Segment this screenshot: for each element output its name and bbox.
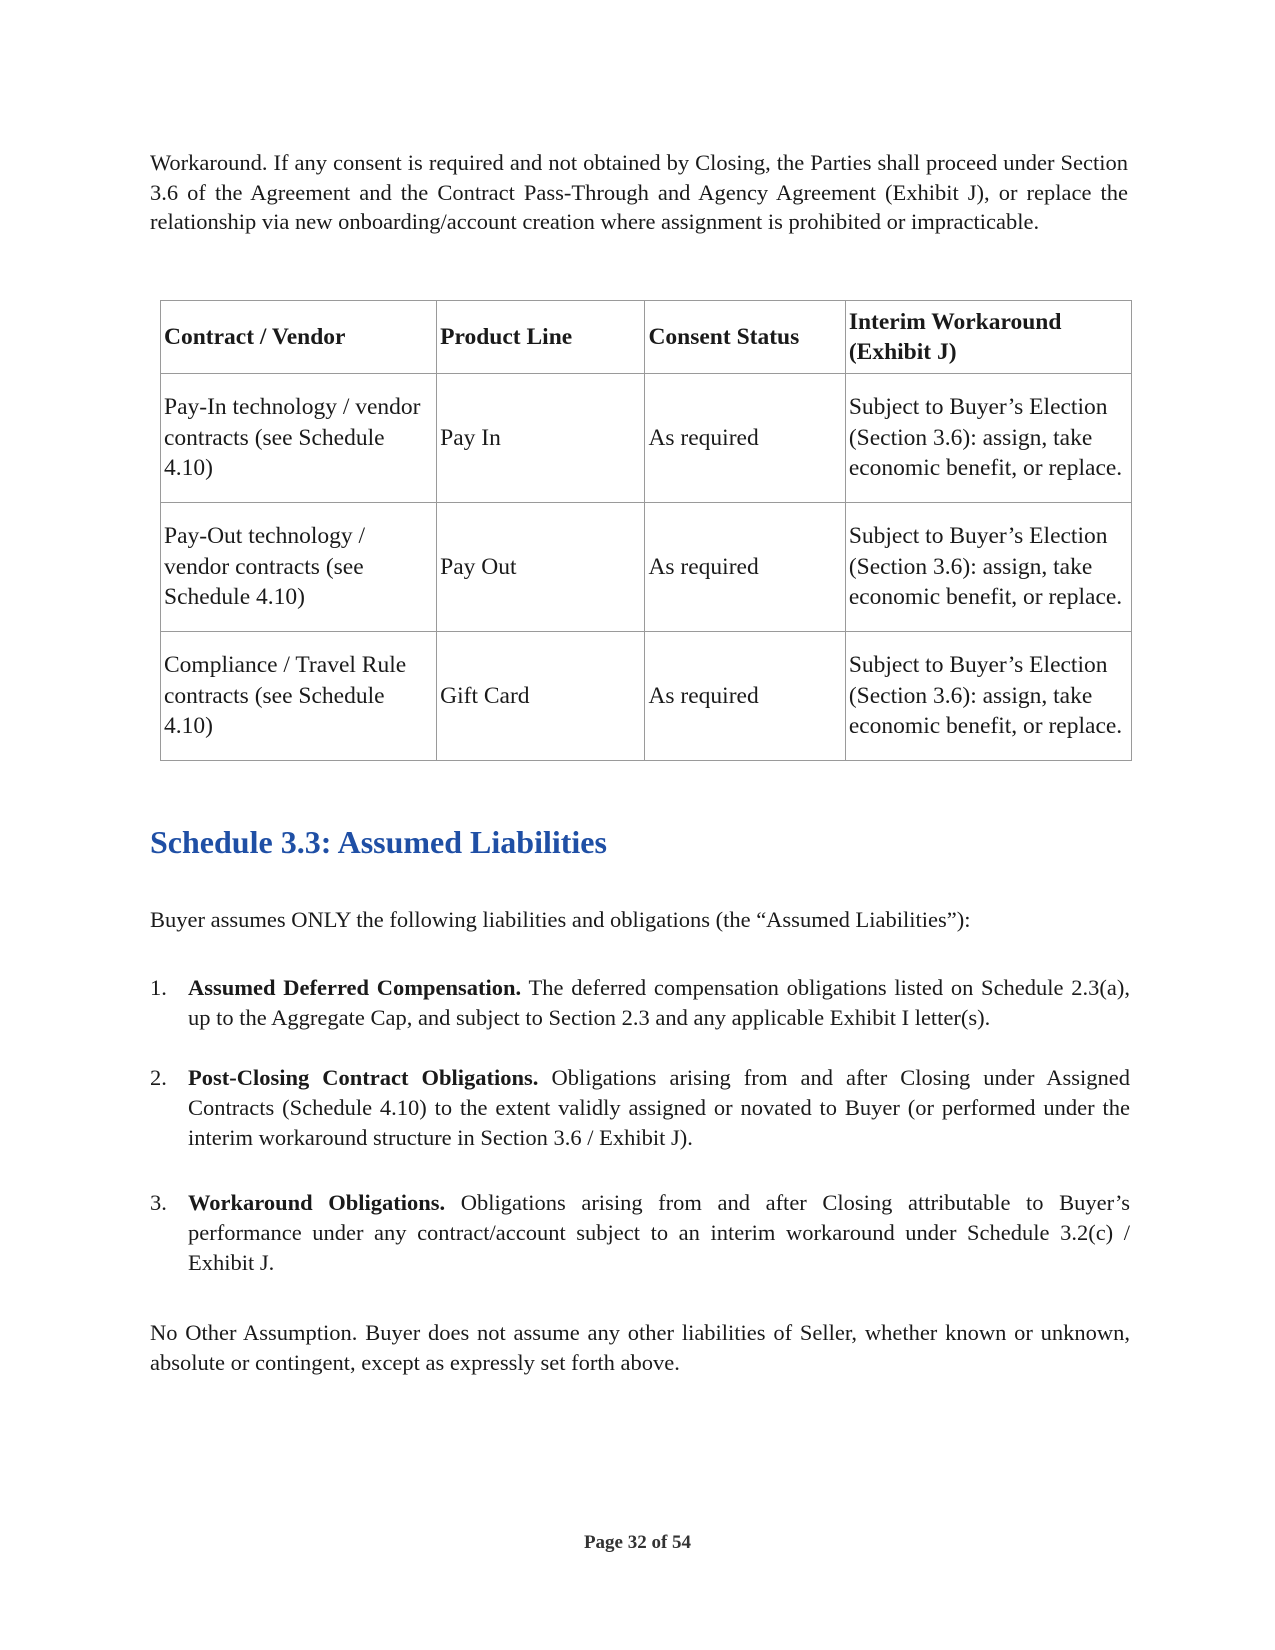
cell-product-line: Pay Out bbox=[437, 503, 645, 632]
cell-contract-vendor: Pay-Out technology / vendor contracts (see Schedule 4.10) bbox=[161, 503, 437, 632]
list-item-term: Post-Closing Contract Obligations. bbox=[188, 1065, 539, 1090]
header-interim-workaround: Interim Workaround (Exhibit J) bbox=[845, 301, 1131, 374]
page-number: Page 32 of 54 bbox=[583, 1532, 692, 1553]
header-consent-status: Consent Status bbox=[645, 301, 845, 374]
intro-block bbox=[150, 148, 1128, 237]
cell-consent-status: As required bbox=[645, 503, 845, 632]
section-heading: Schedule 3.3: Assumed Liabilities bbox=[150, 824, 607, 860]
consent-table bbox=[160, 300, 1132, 761]
table-row bbox=[161, 632, 1132, 761]
cell-contract-vendor: Compliance / Travel Rule contracts (see Schedule 4.10) bbox=[161, 632, 437, 761]
list-item-term: Workaround Obligations. bbox=[188, 1190, 446, 1215]
list-item-number: 1. bbox=[150, 975, 167, 1000]
table-header-row bbox=[161, 301, 1132, 374]
list-item-body bbox=[188, 973, 1130, 1033]
list-item bbox=[150, 1188, 1130, 1278]
list-item bbox=[150, 973, 1130, 1033]
closing-paragraph: No Other Assumption. Buyer does not assume any other liabilities of Seller, whether known or unknown, absolute or contingent, except as expressly set forth above. bbox=[150, 1320, 1130, 1375]
cell-interim-workaround: Subject to Buyer’s Election (Section 3.6): assign, take economic benefit, or replace. bbox=[845, 632, 1131, 761]
cell-product-line: Gift Card bbox=[437, 632, 645, 761]
table-row bbox=[161, 374, 1132, 503]
cell-product-line: Pay In bbox=[437, 374, 645, 503]
list-item-term: Assumed Deferred Compensation. bbox=[188, 975, 522, 1000]
cell-consent-status: As required bbox=[645, 374, 845, 503]
cell-consent-status: As required bbox=[645, 632, 845, 761]
section-intro: Buyer assumes ONLY the following liabilities and obligations (the “Assumed Liabilities”): bbox=[150, 907, 971, 932]
list-item-text: Obligations arising from and after Closing under Assigned Contracts (Schedule 4.10) to the extent validly assigned or novated to Buyer (or performed under the interim workaround structure in Section 3.6 / Exhibit J). bbox=[188, 1065, 1130, 1150]
list-item-number: 3. bbox=[150, 1190, 167, 1215]
intro-paragraph: Workaround. If any consent is required and not obtained by Closing, the Parties shall proceed under Section 3.6 of the Agreement and the Contract Pass-Through and Agency Agreement (Exhibit J), or replace the relationship via new onboarding/account creation where assignment is prohibited or impracticable. bbox=[150, 150, 1128, 234]
header-product-line: Product Line bbox=[437, 301, 645, 374]
table-row bbox=[161, 503, 1132, 632]
list-item-body bbox=[188, 1063, 1130, 1153]
cell-contract-vendor: Pay-In technology / vendor contracts (see Schedule 4.10) bbox=[161, 374, 437, 503]
cell-interim-workaround: Subject to Buyer’s Election (Section 3.6): assign, take economic benefit, or replace. bbox=[845, 503, 1131, 632]
header-contract-vendor: Contract / Vendor bbox=[161, 301, 437, 374]
list-item-number: 2. bbox=[150, 1065, 167, 1090]
list-item-text: The deferred compensation obligations listed on Schedule 2.3(a), up to the Aggregate Cap, and subject to Section 2.3 and any applicable Exhibit I letter(s). bbox=[188, 975, 1130, 1030]
list-item-body bbox=[188, 1188, 1130, 1278]
list-item bbox=[150, 1063, 1130, 1153]
cell-interim-workaround: Subject to Buyer’s Election (Section 3.6): assign, take economic benefit, or replace. bbox=[845, 374, 1131, 503]
list-item-text: Obligations arising from and after Closing attributable to Buyer’s performance under any contract/account subject to an interim workaround under Schedule 3.2(c) / Exhibit J. bbox=[188, 1190, 1130, 1275]
